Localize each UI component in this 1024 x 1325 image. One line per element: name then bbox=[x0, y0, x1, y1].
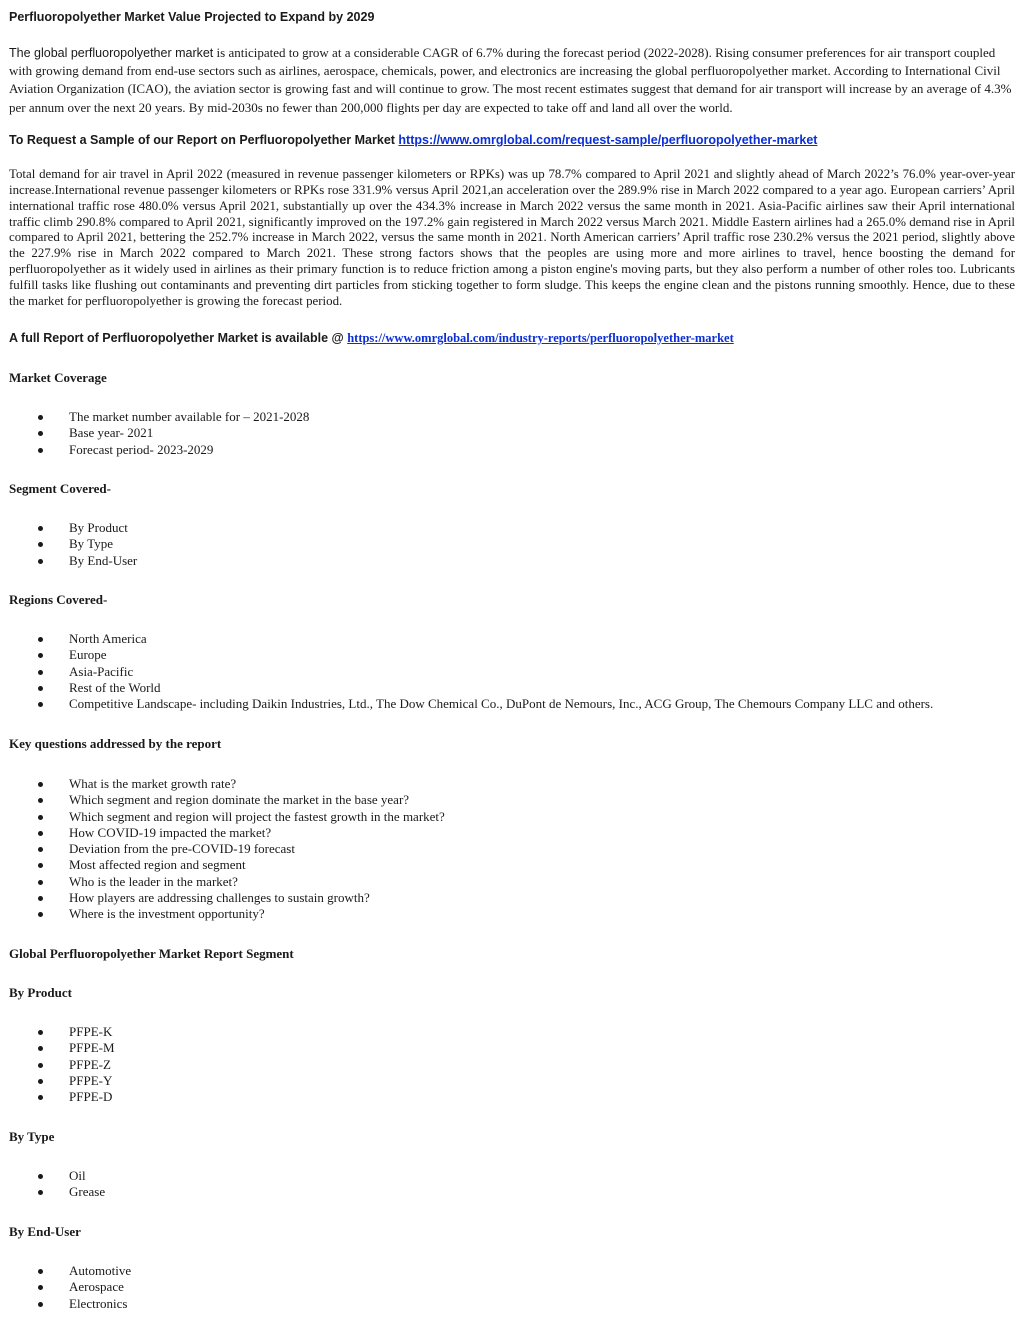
bullet-icon bbox=[38, 1046, 43, 1051]
by-product-heading: By Product bbox=[9, 985, 72, 1000]
intro-text: is anticipated to grow at a considerable CAGR of 6.7% during the forecast period (2022-2028). Rising consumer preferences for air transport coupled with growing demand from end-use sectors such as airlines, aerospace, chemicals, power, and electronics are increasing the global perfluoropolyether market. According to International Civil Aviation Organization (ICAO), the aviation sector is growing fast and will continue to grow. The most recent estimates suggest that demand for air transport will increase by an average of 4.3% per annum over the next 20 years. By mid-2030s no fewer than 200,000 flights per day are expected to take off and land all over the world. bbox=[9, 45, 1012, 115]
bullet-icon bbox=[38, 542, 43, 547]
bullet-icon bbox=[38, 912, 43, 917]
bullet-icon bbox=[38, 686, 43, 691]
full-report-line bbox=[9, 331, 734, 346]
list-item: The market number available for – 2021-2028 bbox=[9, 409, 309, 425]
list-item: North America bbox=[9, 631, 933, 647]
list-item: Base year- 2021 bbox=[9, 425, 309, 441]
bullet-icon bbox=[38, 831, 43, 836]
market-coverage-list bbox=[9, 409, 309, 458]
intro-lead: The global perfluoropolyether market bbox=[9, 46, 214, 60]
segment-covered-heading: Segment Covered- bbox=[9, 481, 111, 496]
list-item: PFPE-Z bbox=[9, 1057, 115, 1073]
list-item: Oil bbox=[9, 1168, 105, 1184]
body-paragraph: Total demand for air travel in April 2022 (measured in revenue passenger kilometers or RPKs) was up 78.7% compared to April 2021 and slightly ahead of March 2022’s 76.0% year-over-year increase.International revenue passenger kilometers or RPKs rose 331.9% versus April 2021,an acceleration over the 289.9% rise in March 2022 compared to a year ago. European carriers’ April international traffic rose 480.0% versus April 2021, substantially up over the 434.3% increase in March 2022 versus the same month in 2021. Asia-Pacific airlines saw their April international traffic climb 290.8% compared to April 2021, significantly improved on the 197.2% gain registered in March 2022 versus March 2021. Middle Eastern airlines had a 265.0% demand rise in April compared to April 2021, bettering the 252.7% increase in March 2022, versus the same month in 2021. North American carriers’ April traffic rose 230.2% versus the 2021 period, slightly above the 227.9% rise in March 2022 compared to March 2021. These strong factors shows that the peoples are using more and more airlines to travel, hence boosting the demand for perfluoropolyether as it widely used in airlines as their primary function is to reduce friction among a piston engine's moving parts, but they also perform a number of other roles too. Lubricants fulfill tasks like flushing out contaminants and preventing dirt particles from sticking together to form sludge. This keeps the engine clean and the pistons running smoothly. Hence, due to these the market for perfluoropolyether is growing the forecast period. bbox=[9, 167, 1015, 308]
bullet-icon bbox=[38, 1063, 43, 1068]
bullet-icon bbox=[38, 1190, 43, 1195]
regions-covered-heading: Regions Covered- bbox=[9, 592, 108, 607]
list-item: What is the market growth rate? bbox=[9, 776, 445, 792]
key-questions-heading: Key questions addressed by the report bbox=[9, 736, 222, 751]
report-segment-heading: Global Perfluoropolyether Market Report Segment bbox=[9, 946, 294, 961]
bullet-icon bbox=[38, 1269, 43, 1274]
list-item: Electronics bbox=[9, 1296, 131, 1312]
document-title: Perfluoropolyether Market Value Projected to Expand by 2029 bbox=[9, 10, 375, 24]
list-item: By End-User bbox=[9, 553, 137, 569]
full-report-link[interactable]: https://www.omrglobal.com/industry-reports/perfluoropolyether-market bbox=[347, 331, 734, 345]
list-item: How COVID-19 impacted the market? bbox=[9, 825, 445, 841]
list-item: Most affected region and segment bbox=[9, 857, 445, 873]
list-item: Grease bbox=[9, 1184, 105, 1200]
list-item: Asia-Pacific bbox=[9, 664, 933, 680]
market-coverage-heading: Market Coverage bbox=[9, 370, 107, 385]
bullet-icon bbox=[38, 431, 43, 436]
list-item: Automotive bbox=[9, 1263, 131, 1279]
bullet-icon bbox=[38, 863, 43, 868]
bullet-icon bbox=[38, 798, 43, 803]
list-item: Competitive Landscape- including Daikin Industries, Ltd., The Dow Chemical Co., DuPont de Nemours, Inc., ACG Group, The Chemours Company LLC and others. bbox=[9, 696, 933, 712]
bullet-icon bbox=[38, 670, 43, 675]
by-end-user-list bbox=[9, 1263, 131, 1312]
bullet-icon bbox=[38, 653, 43, 658]
bullet-icon bbox=[38, 1302, 43, 1307]
bullet-icon bbox=[38, 896, 43, 901]
sample-request-line bbox=[9, 133, 817, 147]
sample-request-link[interactable]: https://www.omrglobal.com/request-sample/perfluoropolyether-market bbox=[398, 133, 818, 147]
key-questions-list bbox=[9, 776, 445, 923]
bullet-icon bbox=[38, 526, 43, 531]
bullet-icon bbox=[38, 1174, 43, 1179]
bullet-icon bbox=[38, 702, 43, 707]
sample-request-label: To Request a Sample of our Report on Perfluoropolyether Market bbox=[9, 133, 399, 147]
by-type-list bbox=[9, 1168, 105, 1201]
list-item: Aerospace bbox=[9, 1279, 131, 1295]
bullet-icon bbox=[38, 1079, 43, 1084]
list-item: By Type bbox=[9, 536, 137, 552]
bullet-icon bbox=[38, 1095, 43, 1100]
list-item: PFPE-Y bbox=[9, 1073, 115, 1089]
segment-covered-list bbox=[9, 520, 137, 569]
bullet-icon bbox=[38, 782, 43, 787]
bullet-icon bbox=[38, 847, 43, 852]
list-item: By Product bbox=[9, 520, 137, 536]
list-item: How players are addressing challenges to sustain growth? bbox=[9, 890, 445, 906]
bullet-icon bbox=[38, 448, 43, 453]
by-type-heading: By Type bbox=[9, 1129, 55, 1144]
list-item: Which segment and region dominate the market in the base year? bbox=[9, 792, 445, 808]
list-item: Rest of the World bbox=[9, 680, 933, 696]
bullet-icon bbox=[38, 415, 43, 420]
intro-paragraph bbox=[9, 44, 1015, 117]
by-end-user-heading: By End-User bbox=[9, 1224, 81, 1239]
list-item: Forecast period- 2023-2029 bbox=[9, 442, 309, 458]
by-product-list bbox=[9, 1024, 115, 1105]
bullet-icon bbox=[38, 1030, 43, 1035]
full-report-at: @ bbox=[331, 331, 348, 345]
bullet-icon bbox=[38, 637, 43, 642]
bullet-icon bbox=[38, 1285, 43, 1290]
full-report-label: A full Report of Perfluoropolyether Market is available bbox=[9, 331, 332, 345]
bullet-icon bbox=[38, 815, 43, 820]
regions-covered-list bbox=[9, 631, 933, 712]
list-item: Which segment and region will project the fastest growth in the market? bbox=[9, 809, 445, 825]
list-item: PFPE-M bbox=[9, 1040, 115, 1056]
list-item: PFPE-K bbox=[9, 1024, 115, 1040]
list-item: Deviation from the pre-COVID-19 forecast bbox=[9, 841, 445, 857]
list-item: Where is the investment opportunity? bbox=[9, 906, 445, 922]
bullet-icon bbox=[38, 880, 43, 885]
list-item: Who is the leader in the market? bbox=[9, 874, 445, 890]
bullet-icon bbox=[38, 559, 43, 564]
list-item: PFPE-D bbox=[9, 1089, 115, 1105]
list-item: Europe bbox=[9, 647, 933, 663]
